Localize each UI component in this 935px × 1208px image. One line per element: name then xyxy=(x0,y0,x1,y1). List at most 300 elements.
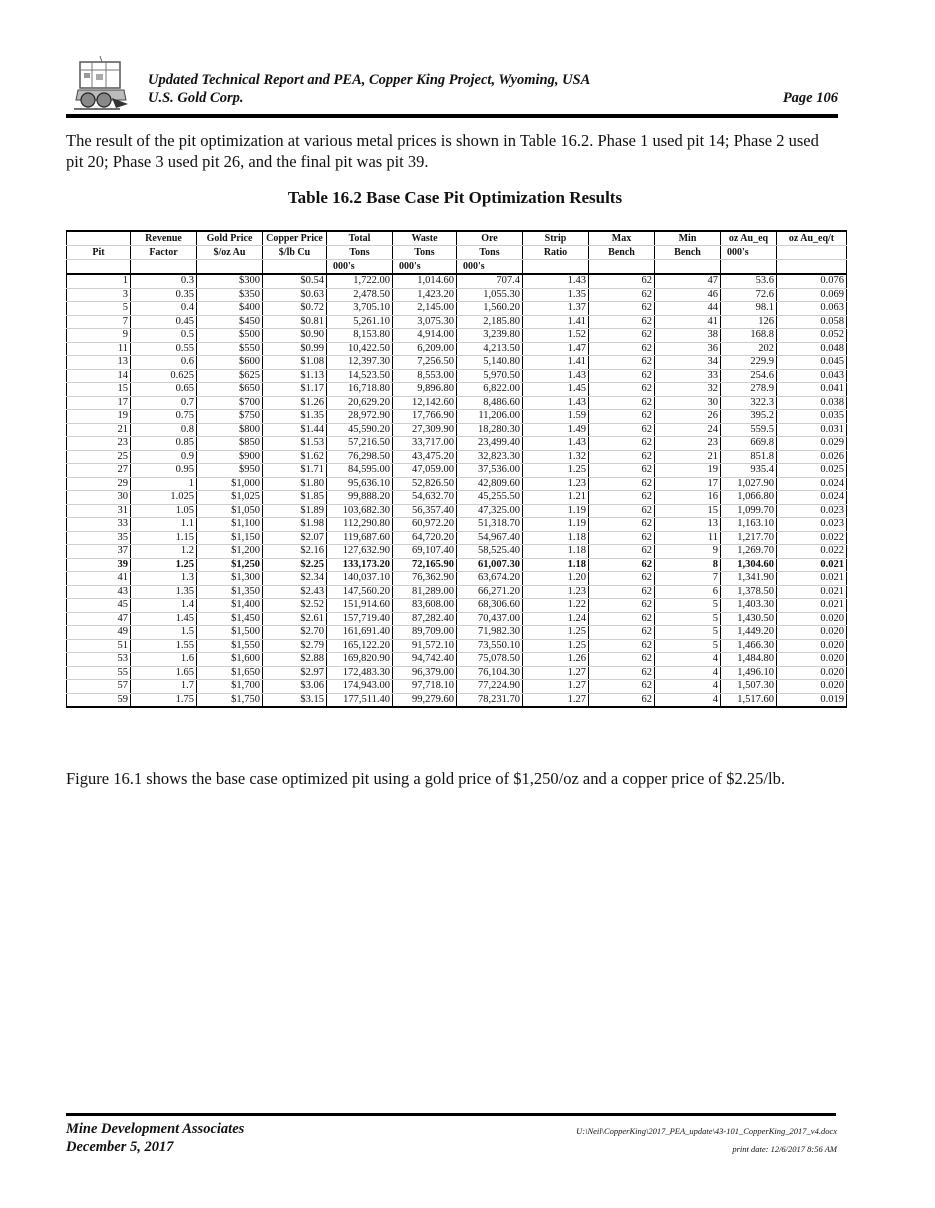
cell-oz-au-eq: 1,163.10 xyxy=(721,518,777,532)
cell-ore-tons: 77,224.90 xyxy=(457,680,523,694)
figure-paragraph: Figure 16.1 shows the base case optimized pit using a gold price of $1,250/oz and a copper price of $2.25/lb. xyxy=(66,769,785,788)
cell-oz-au-eq-t: 0.026 xyxy=(777,450,847,464)
cell-gold-price: $750 xyxy=(197,410,263,424)
cell-revenue-factor: 1.2 xyxy=(131,545,197,559)
cell-pit: 35 xyxy=(67,531,131,545)
cell-oz-au-eq: 669.8 xyxy=(721,437,777,451)
cell-copper-price: $1.17 xyxy=(263,383,327,397)
table-row xyxy=(67,383,847,397)
cell-pit: 14 xyxy=(67,369,131,383)
cell-pit: 17 xyxy=(67,396,131,410)
cell-gold-price: $1,000 xyxy=(197,477,263,491)
cell-gold-price: $1,100 xyxy=(197,518,263,532)
column-header: Revenue xyxy=(131,231,197,246)
cell-oz-au-eq-t: 0.025 xyxy=(777,464,847,478)
cell-copper-price: $0.99 xyxy=(263,342,327,356)
cell-max-bench: 62 xyxy=(589,518,655,532)
cell-strip-ratio: 1.27 xyxy=(523,666,589,680)
cell-oz-au-eq-t: 0.020 xyxy=(777,612,847,626)
column-header: Tons xyxy=(327,246,393,260)
cell-min-bench: 17 xyxy=(655,477,721,491)
cell-ore-tons: 11,206.00 xyxy=(457,410,523,424)
cell-max-bench: 62 xyxy=(589,410,655,424)
cell-strip-ratio: 1.32 xyxy=(523,450,589,464)
cell-pit: 19 xyxy=(67,410,131,424)
cell-total-tons: 2,478.50 xyxy=(327,288,393,302)
intro-paragraph: The result of the pit optimization at various metal prices is shown in Table 16.2. Phase 1 used pit 14; Phase 2 used pit 20; Phase 3 used pit 26, and the final pit was pit 39. xyxy=(66,131,819,171)
cell-oz-au-eq-t: 0.020 xyxy=(777,626,847,640)
cell-max-bench: 62 xyxy=(589,464,655,478)
cell-copper-price: $1.62 xyxy=(263,450,327,464)
cell-gold-price: $1,025 xyxy=(197,491,263,505)
cell-copper-price: $2.16 xyxy=(263,545,327,559)
table-row xyxy=(67,612,847,626)
cell-pit: 7 xyxy=(67,315,131,329)
cell-gold-price: $600 xyxy=(197,356,263,370)
cell-oz-au-eq: 229.9 xyxy=(721,356,777,370)
column-header: Bench xyxy=(589,246,655,260)
cell-gold-price: $300 xyxy=(197,274,263,288)
cell-pit: 53 xyxy=(67,653,131,667)
cell-total-tons: 5,261.10 xyxy=(327,315,393,329)
cell-waste-tons: 52,826.50 xyxy=(393,477,457,491)
column-header: Min xyxy=(655,231,721,246)
table-row xyxy=(67,450,847,464)
cell-oz-au-eq: 1,496.10 xyxy=(721,666,777,680)
cell-revenue-factor: 0.95 xyxy=(131,464,197,478)
cell-min-bench: 5 xyxy=(655,626,721,640)
cell-strip-ratio: 1.26 xyxy=(523,653,589,667)
cell-gold-price: $1,200 xyxy=(197,545,263,559)
cell-waste-tons: 96,379.00 xyxy=(393,666,457,680)
cell-waste-tons: 60,972.20 xyxy=(393,518,457,532)
cell-ore-tons: 68,306.60 xyxy=(457,599,523,613)
cell-total-tons: 127,632.90 xyxy=(327,545,393,559)
cell-oz-au-eq-t: 0.022 xyxy=(777,531,847,545)
cell-min-bench: 24 xyxy=(655,423,721,437)
cell-gold-price: $1,600 xyxy=(197,653,263,667)
cell-waste-tons: 47,059.00 xyxy=(393,464,457,478)
cell-strip-ratio: 1.24 xyxy=(523,612,589,626)
table-row xyxy=(67,288,847,302)
column-header: 000's xyxy=(721,246,777,260)
cell-copper-price: $1.08 xyxy=(263,356,327,370)
cell-revenue-factor: 1.65 xyxy=(131,666,197,680)
cell-min-bench: 26 xyxy=(655,410,721,424)
cell-pit: 30 xyxy=(67,491,131,505)
cell-gold-price: $650 xyxy=(197,383,263,397)
cell-waste-tons: 56,357.40 xyxy=(393,504,457,518)
cell-oz-au-eq: 1,466.30 xyxy=(721,639,777,653)
cell-oz-au-eq: 98.1 xyxy=(721,302,777,316)
page-header xyxy=(66,52,838,118)
cell-pit: 27 xyxy=(67,464,131,478)
cell-max-bench: 62 xyxy=(589,504,655,518)
cell-total-tons: 3,705.10 xyxy=(327,302,393,316)
cell-pit: 43 xyxy=(67,585,131,599)
cell-waste-tons: 6,209.00 xyxy=(393,342,457,356)
cell-revenue-factor: 1.1 xyxy=(131,518,197,532)
cell-oz-au-eq: 1,484.80 xyxy=(721,653,777,667)
cell-pit: 3 xyxy=(67,288,131,302)
cell-revenue-factor: 1.4 xyxy=(131,599,197,613)
cell-max-bench: 62 xyxy=(589,491,655,505)
cell-revenue-factor: 0.625 xyxy=(131,369,197,383)
cell-strip-ratio: 1.43 xyxy=(523,369,589,383)
report-title: Updated Technical Report and PEA, Copper King Project, Wyoming, USA xyxy=(148,72,591,88)
cell-strip-ratio: 1.45 xyxy=(523,383,589,397)
column-header xyxy=(589,260,655,275)
cell-ore-tons: 707.4 xyxy=(457,274,523,288)
cell-min-bench: 11 xyxy=(655,531,721,545)
cell-oz-au-eq-t: 0.069 xyxy=(777,288,847,302)
cell-pit: 25 xyxy=(67,450,131,464)
cell-revenue-factor: 1.7 xyxy=(131,680,197,694)
cell-oz-au-eq-t: 0.052 xyxy=(777,329,847,343)
cell-min-bench: 36 xyxy=(655,342,721,356)
table-row xyxy=(67,504,847,518)
table-row xyxy=(67,599,847,613)
cell-waste-tons: 7,256.50 xyxy=(393,356,457,370)
cell-oz-au-eq-t: 0.019 xyxy=(777,693,847,707)
table-row xyxy=(67,531,847,545)
cell-waste-tons: 87,282.40 xyxy=(393,612,457,626)
table-row xyxy=(67,653,847,667)
page-number: Page 106 xyxy=(782,90,838,106)
cell-total-tons: 112,290.80 xyxy=(327,518,393,532)
cell-oz-au-eq-t: 0.020 xyxy=(777,680,847,694)
header-rule xyxy=(66,114,838,118)
cell-revenue-factor: 1.5 xyxy=(131,626,197,640)
table-row xyxy=(67,356,847,370)
cell-total-tons: 161,691.40 xyxy=(327,626,393,640)
cell-total-tons: 169,820.90 xyxy=(327,653,393,667)
cell-oz-au-eq-t: 0.020 xyxy=(777,666,847,680)
cell-max-bench: 62 xyxy=(589,653,655,667)
column-header: Max xyxy=(589,231,655,246)
cell-total-tons: 140,037.10 xyxy=(327,572,393,586)
column-header xyxy=(131,260,197,275)
cell-revenue-factor: 1.6 xyxy=(131,653,197,667)
cell-pit: 59 xyxy=(67,693,131,707)
column-header xyxy=(67,260,131,275)
cell-pit: 45 xyxy=(67,599,131,613)
cell-min-bench: 41 xyxy=(655,315,721,329)
cell-oz-au-eq-t: 0.063 xyxy=(777,302,847,316)
cell-gold-price: $1,700 xyxy=(197,680,263,694)
cell-copper-price: $0.72 xyxy=(263,302,327,316)
cell-revenue-factor: 0.7 xyxy=(131,396,197,410)
cell-oz-au-eq: 1,507.30 xyxy=(721,680,777,694)
cell-ore-tons: 63,674.20 xyxy=(457,572,523,586)
cell-total-tons: 76,298.50 xyxy=(327,450,393,464)
cell-revenue-factor: 1.025 xyxy=(131,491,197,505)
cell-pit: 41 xyxy=(67,572,131,586)
cell-oz-au-eq-t: 0.023 xyxy=(777,518,847,532)
cell-copper-price: $0.54 xyxy=(263,274,327,288)
cell-strip-ratio: 1.23 xyxy=(523,477,589,491)
cell-max-bench: 62 xyxy=(589,274,655,288)
table-row xyxy=(67,558,847,572)
cell-max-bench: 62 xyxy=(589,315,655,329)
cell-strip-ratio: 1.41 xyxy=(523,315,589,329)
column-header xyxy=(655,260,721,275)
cell-max-bench: 62 xyxy=(589,288,655,302)
cell-max-bench: 62 xyxy=(589,693,655,707)
table-row xyxy=(67,572,847,586)
column-header: Strip xyxy=(523,231,589,246)
cell-max-bench: 62 xyxy=(589,558,655,572)
cell-oz-au-eq: 1,517.60 xyxy=(721,693,777,707)
column-header xyxy=(777,246,847,260)
cell-total-tons: 16,718.80 xyxy=(327,383,393,397)
cell-revenue-factor: 1.35 xyxy=(131,585,197,599)
cell-gold-price: $500 xyxy=(197,329,263,343)
cell-ore-tons: 5,970.50 xyxy=(457,369,523,383)
cell-copper-price: $0.63 xyxy=(263,288,327,302)
table-row xyxy=(67,274,847,288)
cell-gold-price: $1,450 xyxy=(197,612,263,626)
cell-total-tons: 95,636.10 xyxy=(327,477,393,491)
cell-oz-au-eq: 1,304.60 xyxy=(721,558,777,572)
cell-min-bench: 4 xyxy=(655,680,721,694)
cell-strip-ratio: 1.20 xyxy=(523,572,589,586)
cell-max-bench: 62 xyxy=(589,639,655,653)
cell-ore-tons: 71,982.30 xyxy=(457,626,523,640)
column-header: 000's xyxy=(327,260,393,275)
cell-waste-tons: 4,914.00 xyxy=(393,329,457,343)
column-header: Bench xyxy=(655,246,721,260)
cell-waste-tons: 9,896.80 xyxy=(393,383,457,397)
mining-machine-logo-icon xyxy=(70,54,132,112)
cell-strip-ratio: 1.27 xyxy=(523,680,589,694)
cell-max-bench: 62 xyxy=(589,585,655,599)
cell-gold-price: $1,650 xyxy=(197,666,263,680)
cell-copper-price: $2.43 xyxy=(263,585,327,599)
cell-copper-price: $2.88 xyxy=(263,653,327,667)
cell-oz-au-eq: 559.5 xyxy=(721,423,777,437)
cell-pit: 29 xyxy=(67,477,131,491)
cell-strip-ratio: 1.22 xyxy=(523,599,589,613)
cell-total-tons: 165,122.20 xyxy=(327,639,393,653)
cell-strip-ratio: 1.23 xyxy=(523,585,589,599)
cell-oz-au-eq-t: 0.020 xyxy=(777,639,847,653)
cell-copper-price: $2.61 xyxy=(263,612,327,626)
cell-ore-tons: 45,255.50 xyxy=(457,491,523,505)
cell-oz-au-eq-t: 0.041 xyxy=(777,383,847,397)
column-header xyxy=(721,260,777,275)
table-row xyxy=(67,666,847,680)
cell-oz-au-eq: 168.8 xyxy=(721,329,777,343)
cell-strip-ratio: 1.19 xyxy=(523,518,589,532)
column-header xyxy=(523,260,589,275)
cell-waste-tons: 69,107.40 xyxy=(393,545,457,559)
cell-total-tons: 119,687.60 xyxy=(327,531,393,545)
cell-copper-price: $1.71 xyxy=(263,464,327,478)
cell-oz-au-eq: 322.3 xyxy=(721,396,777,410)
cell-copper-price: $2.97 xyxy=(263,666,327,680)
cell-oz-au-eq: 1,430.50 xyxy=(721,612,777,626)
cell-ore-tons: 23,499.40 xyxy=(457,437,523,451)
cell-copper-price: $1.80 xyxy=(263,477,327,491)
table-row xyxy=(67,626,847,640)
cell-min-bench: 34 xyxy=(655,356,721,370)
table-row xyxy=(67,342,847,356)
cell-min-bench: 33 xyxy=(655,369,721,383)
cell-strip-ratio: 1.25 xyxy=(523,464,589,478)
cell-max-bench: 62 xyxy=(589,666,655,680)
cell-waste-tons: 1,423.20 xyxy=(393,288,457,302)
cell-oz-au-eq: 1,099.70 xyxy=(721,504,777,518)
cell-oz-au-eq: 935.4 xyxy=(721,464,777,478)
table-row xyxy=(67,315,847,329)
cell-min-bench: 7 xyxy=(655,572,721,586)
cell-waste-tons: 2,145.00 xyxy=(393,302,457,316)
cell-gold-price: $550 xyxy=(197,342,263,356)
cell-oz-au-eq: 278.9 xyxy=(721,383,777,397)
cell-gold-price: $950 xyxy=(197,464,263,478)
cell-copper-price: $1.35 xyxy=(263,410,327,424)
cell-oz-au-eq: 1,378.50 xyxy=(721,585,777,599)
cell-strip-ratio: 1.27 xyxy=(523,693,589,707)
cell-max-bench: 62 xyxy=(589,477,655,491)
cell-waste-tons: 12,142.60 xyxy=(393,396,457,410)
cell-pit: 51 xyxy=(67,639,131,653)
cell-waste-tons: 81,289.00 xyxy=(393,585,457,599)
cell-min-bench: 4 xyxy=(655,653,721,667)
cell-ore-tons: 73,550.10 xyxy=(457,639,523,653)
cell-revenue-factor: 1.3 xyxy=(131,572,197,586)
cell-oz-au-eq-t: 0.038 xyxy=(777,396,847,410)
cell-copper-price: $1.44 xyxy=(263,423,327,437)
cell-waste-tons: 99,279.60 xyxy=(393,693,457,707)
cell-total-tons: 133,173.20 xyxy=(327,558,393,572)
cell-waste-tons: 54,632.70 xyxy=(393,491,457,505)
cell-oz-au-eq-t: 0.021 xyxy=(777,585,847,599)
cell-max-bench: 62 xyxy=(589,423,655,437)
cell-oz-au-eq: 72.6 xyxy=(721,288,777,302)
column-header: Ore xyxy=(457,231,523,246)
cell-gold-price: $800 xyxy=(197,423,263,437)
table-row xyxy=(67,423,847,437)
cell-pit: 31 xyxy=(67,504,131,518)
cell-min-bench: 5 xyxy=(655,639,721,653)
cell-total-tons: 10,422.50 xyxy=(327,342,393,356)
cell-gold-price: $1,300 xyxy=(197,572,263,586)
cell-total-tons: 1,722.00 xyxy=(327,274,393,288)
cell-gold-price: $850 xyxy=(197,437,263,451)
cell-strip-ratio: 1.21 xyxy=(523,491,589,505)
column-header: Tons xyxy=(457,246,523,260)
cell-waste-tons: 91,572.10 xyxy=(393,639,457,653)
column-header: 000's xyxy=(457,260,523,275)
table-header xyxy=(67,231,847,274)
cell-min-bench: 4 xyxy=(655,666,721,680)
cell-max-bench: 62 xyxy=(589,680,655,694)
cell-total-tons: 45,590.20 xyxy=(327,423,393,437)
cell-ore-tons: 78,231.70 xyxy=(457,693,523,707)
cell-ore-tons: 8,486.60 xyxy=(457,396,523,410)
cell-pit: 21 xyxy=(67,423,131,437)
cell-oz-au-eq: 1,217.70 xyxy=(721,531,777,545)
cell-max-bench: 62 xyxy=(589,531,655,545)
table-row xyxy=(67,639,847,653)
cell-ore-tons: 32,823.30 xyxy=(457,450,523,464)
cell-ore-tons: 54,967.40 xyxy=(457,531,523,545)
cell-total-tons: 147,560.20 xyxy=(327,585,393,599)
column-header: oz Au_eq xyxy=(721,231,777,246)
cell-revenue-factor: 1.75 xyxy=(131,693,197,707)
cell-oz-au-eq: 126 xyxy=(721,315,777,329)
cell-oz-au-eq-t: 0.021 xyxy=(777,599,847,613)
cell-waste-tons: 43,475.20 xyxy=(393,450,457,464)
cell-pit: 11 xyxy=(67,342,131,356)
cell-revenue-factor: 0.55 xyxy=(131,342,197,356)
cell-strip-ratio: 1.47 xyxy=(523,342,589,356)
cell-oz-au-eq: 1,449.20 xyxy=(721,626,777,640)
cell-gold-price: $400 xyxy=(197,302,263,316)
cell-total-tons: 177,511.40 xyxy=(327,693,393,707)
cell-oz-au-eq-t: 0.020 xyxy=(777,653,847,667)
table-row xyxy=(67,693,847,707)
column-header xyxy=(777,260,847,275)
cell-total-tons: 20,629.20 xyxy=(327,396,393,410)
cell-revenue-factor: 0.45 xyxy=(131,315,197,329)
cell-copper-price: $1.53 xyxy=(263,437,327,451)
cell-copper-price: $2.25 xyxy=(263,558,327,572)
cell-pit: 23 xyxy=(67,437,131,451)
cell-max-bench: 62 xyxy=(589,626,655,640)
cell-gold-price: $1,150 xyxy=(197,531,263,545)
column-header: Waste xyxy=(393,231,457,246)
cell-copper-price: $2.70 xyxy=(263,626,327,640)
cell-max-bench: 62 xyxy=(589,437,655,451)
cell-min-bench: 30 xyxy=(655,396,721,410)
cell-copper-price: $1.98 xyxy=(263,518,327,532)
cell-pit: 37 xyxy=(67,545,131,559)
column-header: Total xyxy=(327,231,393,246)
column-header: Factor xyxy=(131,246,197,260)
cell-strip-ratio: 1.43 xyxy=(523,437,589,451)
table-caption: Table 16.2 Base Case Pit Optimization Results xyxy=(287,188,623,207)
cell-max-bench: 62 xyxy=(589,572,655,586)
column-header: Copper Price xyxy=(263,231,327,246)
cell-max-bench: 62 xyxy=(589,545,655,559)
cell-waste-tons: 33,717.00 xyxy=(393,437,457,451)
cell-gold-price: $350 xyxy=(197,288,263,302)
cell-ore-tons: 61,007.30 xyxy=(457,558,523,572)
cell-ore-tons: 47,325.00 xyxy=(457,504,523,518)
cell-ore-tons: 6,822.00 xyxy=(457,383,523,397)
cell-revenue-factor: 0.4 xyxy=(131,302,197,316)
header-row xyxy=(67,246,847,260)
cell-revenue-factor: 1.55 xyxy=(131,639,197,653)
cell-gold-price: $450 xyxy=(197,315,263,329)
column-header xyxy=(67,231,131,246)
cell-total-tons: 99,888.20 xyxy=(327,491,393,505)
cell-waste-tons: 3,075.30 xyxy=(393,315,457,329)
table-row xyxy=(67,680,847,694)
cell-oz-au-eq: 1,403.30 xyxy=(721,599,777,613)
cell-oz-au-eq: 254.6 xyxy=(721,369,777,383)
cell-max-bench: 62 xyxy=(589,369,655,383)
cell-min-bench: 4 xyxy=(655,693,721,707)
cell-ore-tons: 51,318.70 xyxy=(457,518,523,532)
cell-total-tons: 57,216.50 xyxy=(327,437,393,451)
cell-ore-tons: 75,078.50 xyxy=(457,653,523,667)
cell-waste-tons: 97,718.10 xyxy=(393,680,457,694)
cell-min-bench: 9 xyxy=(655,545,721,559)
